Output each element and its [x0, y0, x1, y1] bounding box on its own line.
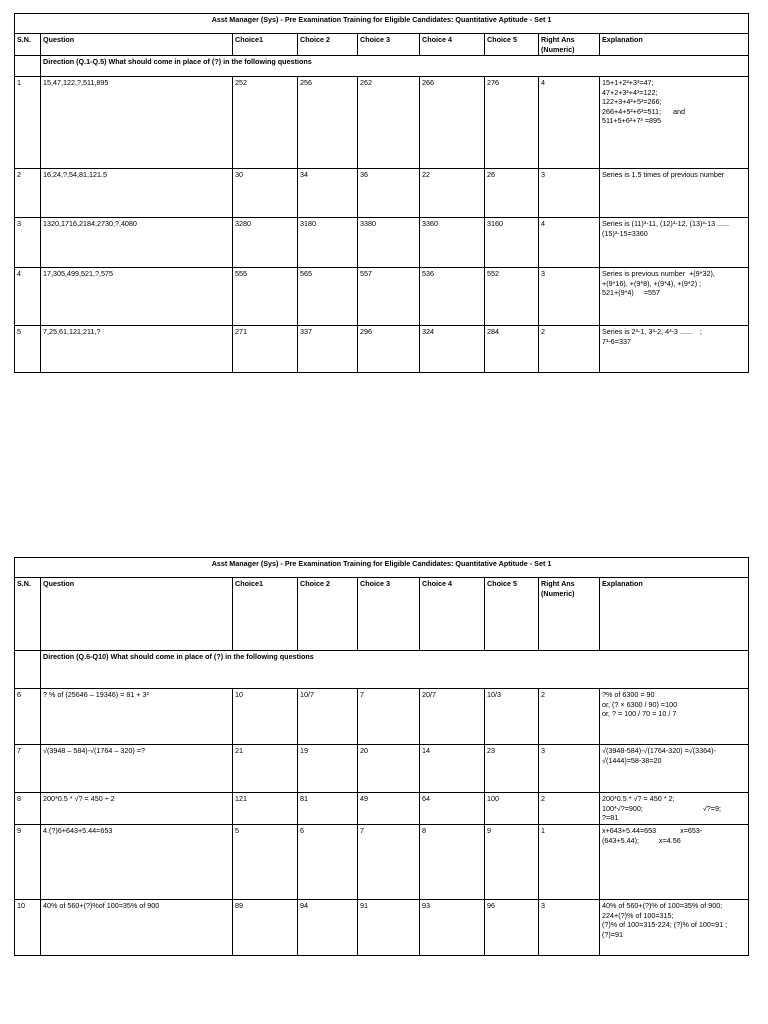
direction-text: Direction (Q.6-Q10) What should come in place of (?) in the following questions	[41, 651, 749, 689]
question-table-set-1-part-1	[14, 13, 749, 373]
row-choice5: 9	[485, 825, 539, 900]
row-right-answer: 3	[539, 900, 600, 956]
header-choice4: Choice 4	[420, 578, 485, 651]
row-question: √(3948 – 584)-√(1764 – 320) =?	[41, 745, 233, 793]
row-choice1: 3280	[233, 218, 298, 268]
row-choice3: 20	[358, 745, 420, 793]
row-choice5: 3160	[485, 218, 539, 268]
row-choice5: 276	[485, 77, 539, 169]
row-choice4: 64	[420, 793, 485, 825]
header-explanation: Explanation	[600, 578, 749, 651]
row-right-answer: 3	[539, 169, 600, 218]
row-explanation: Series is 2³-1, 3³-2, 4³-3 ...... ; 7³-6=337	[600, 326, 749, 373]
table-row	[15, 825, 749, 900]
row-choice5: 10/3	[485, 689, 539, 745]
row-choice3: 7	[358, 689, 420, 745]
direction-blank	[15, 651, 41, 689]
row-right-answer: 1	[539, 825, 600, 900]
row-question: 17,305,499,521,?,575	[41, 268, 233, 326]
row-choice4: 93	[420, 900, 485, 956]
table-row	[15, 268, 749, 326]
row-sn: 10	[15, 900, 41, 956]
header-choice3: Choice 3	[358, 578, 420, 651]
row-choice4: 22	[420, 169, 485, 218]
row-choice2: 81	[298, 793, 358, 825]
row-choice2: 34	[298, 169, 358, 218]
row-choice4: 8	[420, 825, 485, 900]
row-explanation: Series is 1.5 times of previous number	[600, 169, 749, 218]
row-choice3: 557	[358, 268, 420, 326]
table-row	[15, 326, 749, 373]
row-explanation: Series is previous number +(9*32), +(9*16), +(9*8), +(9*4), +(9*2) ; 521+(9*4) =557	[600, 268, 749, 326]
header-choice4: Choice 4	[420, 34, 485, 56]
table-row	[15, 169, 749, 218]
row-sn: 2	[15, 169, 41, 218]
header-choice5: Choice 5	[485, 34, 539, 56]
table-row	[15, 793, 749, 825]
row-choice4: 14	[420, 745, 485, 793]
row-choice3: 36	[358, 169, 420, 218]
row-question: ? % of (25646 – 19346) = 81 + 3²	[41, 689, 233, 745]
row-choice5: 96	[485, 900, 539, 956]
table-row	[15, 218, 749, 268]
row-choice1: 555	[233, 268, 298, 326]
row-choice1: 30	[233, 169, 298, 218]
row-choice4: 266	[420, 77, 485, 169]
row-sn: 4	[15, 268, 41, 326]
row-choice3: 91	[358, 900, 420, 956]
row-choice2: 565	[298, 268, 358, 326]
row-choice1: 10	[233, 689, 298, 745]
row-explanation: 40% of 560+(?)% of 100=35% of 900; 224+(?)% of 100=315; (?)% of 100=315-224; (?)% of 100=91 ; (?)=91	[600, 900, 749, 956]
row-question: 1320,1716,2184,2730,?,4080	[41, 218, 233, 268]
row-choice1: 21	[233, 745, 298, 793]
row-choice1: 5	[233, 825, 298, 900]
row-right-answer: 3	[539, 745, 600, 793]
table-row	[15, 745, 749, 793]
row-sn: 1	[15, 77, 41, 169]
header-choice5: Choice 5	[485, 578, 539, 651]
header-sn: S.N.	[15, 578, 41, 651]
row-choice2: 10/7	[298, 689, 358, 745]
row-right-answer: 2	[539, 689, 600, 745]
row-choice2: 256	[298, 77, 358, 169]
row-question: 16,24,?,54,81,121.5	[41, 169, 233, 218]
header-sn: S.N.	[15, 34, 41, 56]
row-choice5: 284	[485, 326, 539, 373]
row-choice3: 7	[358, 825, 420, 900]
direction-text: Direction (Q.1-Q.5) What should come in place of (?) in the following questions	[41, 56, 749, 77]
row-choice5: 552	[485, 268, 539, 326]
row-sn: 6	[15, 689, 41, 745]
row-right-answer: 2	[539, 793, 600, 825]
row-right-answer: 2	[539, 326, 600, 373]
row-choice1: 121	[233, 793, 298, 825]
row-sn: 5	[15, 326, 41, 373]
row-choice3: 49	[358, 793, 420, 825]
table-title: Asst Manager (Sys) - Pre Examination Training for Eligible Candidates: Quantitative Aptitude - Set 1	[15, 14, 749, 34]
row-choice3: 296	[358, 326, 420, 373]
header-question: Question	[41, 34, 233, 56]
row-choice4: 3360	[420, 218, 485, 268]
row-choice3: 262	[358, 77, 420, 169]
header-explanation: Explanation	[600, 34, 749, 56]
question-table-set-1-part-2	[14, 557, 749, 956]
row-sn: 9	[15, 825, 41, 900]
row-choice4: 536	[420, 268, 485, 326]
row-question: 7,25,61,121,211,?	[41, 326, 233, 373]
header-choice1: Choice1	[233, 34, 298, 56]
row-question: 40% of 560+(?)%of 100=35% of 900	[41, 900, 233, 956]
header-choice1: Choice1	[233, 578, 298, 651]
row-explanation: ?% of 6300 = 90 or, (? × 6300 / 90) =100 or, ? = 100 / 70 = 10 / 7	[600, 689, 749, 745]
table-row	[15, 689, 749, 745]
row-choice1: 89	[233, 900, 298, 956]
row-choice1: 252	[233, 77, 298, 169]
row-choice1: 271	[233, 326, 298, 373]
row-choice2: 337	[298, 326, 358, 373]
row-right-answer: 4	[539, 77, 600, 169]
header-row	[15, 578, 749, 651]
row-choice5: 100	[485, 793, 539, 825]
row-choice2: 6	[298, 825, 358, 900]
table-row	[15, 900, 749, 956]
row-question: 15,47,122,?,511,895	[41, 77, 233, 169]
header-question: Question	[41, 578, 233, 651]
header-choice2: Choice 2	[298, 34, 358, 56]
header-right-answer: Right Ans (Numeric)	[539, 578, 600, 651]
row-choice4: 324	[420, 326, 485, 373]
row-explanation: 15+1+2²+3³=47; 47+2+3²+4³=122; 122+3+4²+5³=266; 266+4+5²+6³=511; and 511+5+6²+7³ =895	[600, 77, 749, 169]
header-right-answer: Right Ans (Numeric)	[539, 34, 600, 56]
row-choice4: 20/7	[420, 689, 485, 745]
table-row	[15, 77, 749, 169]
row-explanation: 200*0.5 * √? = 450 * 2; 100*√?=900; √?=9; ?=81	[600, 793, 749, 825]
row-right-answer: 4	[539, 218, 600, 268]
row-sn: 3	[15, 218, 41, 268]
header-choice2: Choice 2	[298, 578, 358, 651]
row-explanation: Series is (11)³-11, (12)³-12, (13)³-13 ...... (15)³-15=3360	[600, 218, 749, 268]
row-sn: 7	[15, 745, 41, 793]
row-sn: 8	[15, 793, 41, 825]
row-question: 200*0.5 * √? = 450 ÷ 2	[41, 793, 233, 825]
row-choice2: 19	[298, 745, 358, 793]
row-choice5: 23	[485, 745, 539, 793]
direction-blank	[15, 56, 41, 77]
table-title: Asst Manager (Sys) - Pre Examination Training for Eligible Candidates: Quantitative Aptitude - Set 1	[15, 558, 749, 578]
row-right-answer: 3	[539, 268, 600, 326]
row-choice2: 3180	[298, 218, 358, 268]
row-choice2: 94	[298, 900, 358, 956]
header-row	[15, 34, 749, 56]
row-choice3: 3380	[358, 218, 420, 268]
row-explanation: x+643+5.44=653 x=653- (643+5.44); x=4.56	[600, 825, 749, 900]
row-question: 4.(?)6+643+5.44=653	[41, 825, 233, 900]
row-explanation: √(3948-584)-√(1764-320) =√(3364)- √(1444)=58-38=20	[600, 745, 749, 793]
row-choice5: 26	[485, 169, 539, 218]
header-choice3: Choice 3	[358, 34, 420, 56]
